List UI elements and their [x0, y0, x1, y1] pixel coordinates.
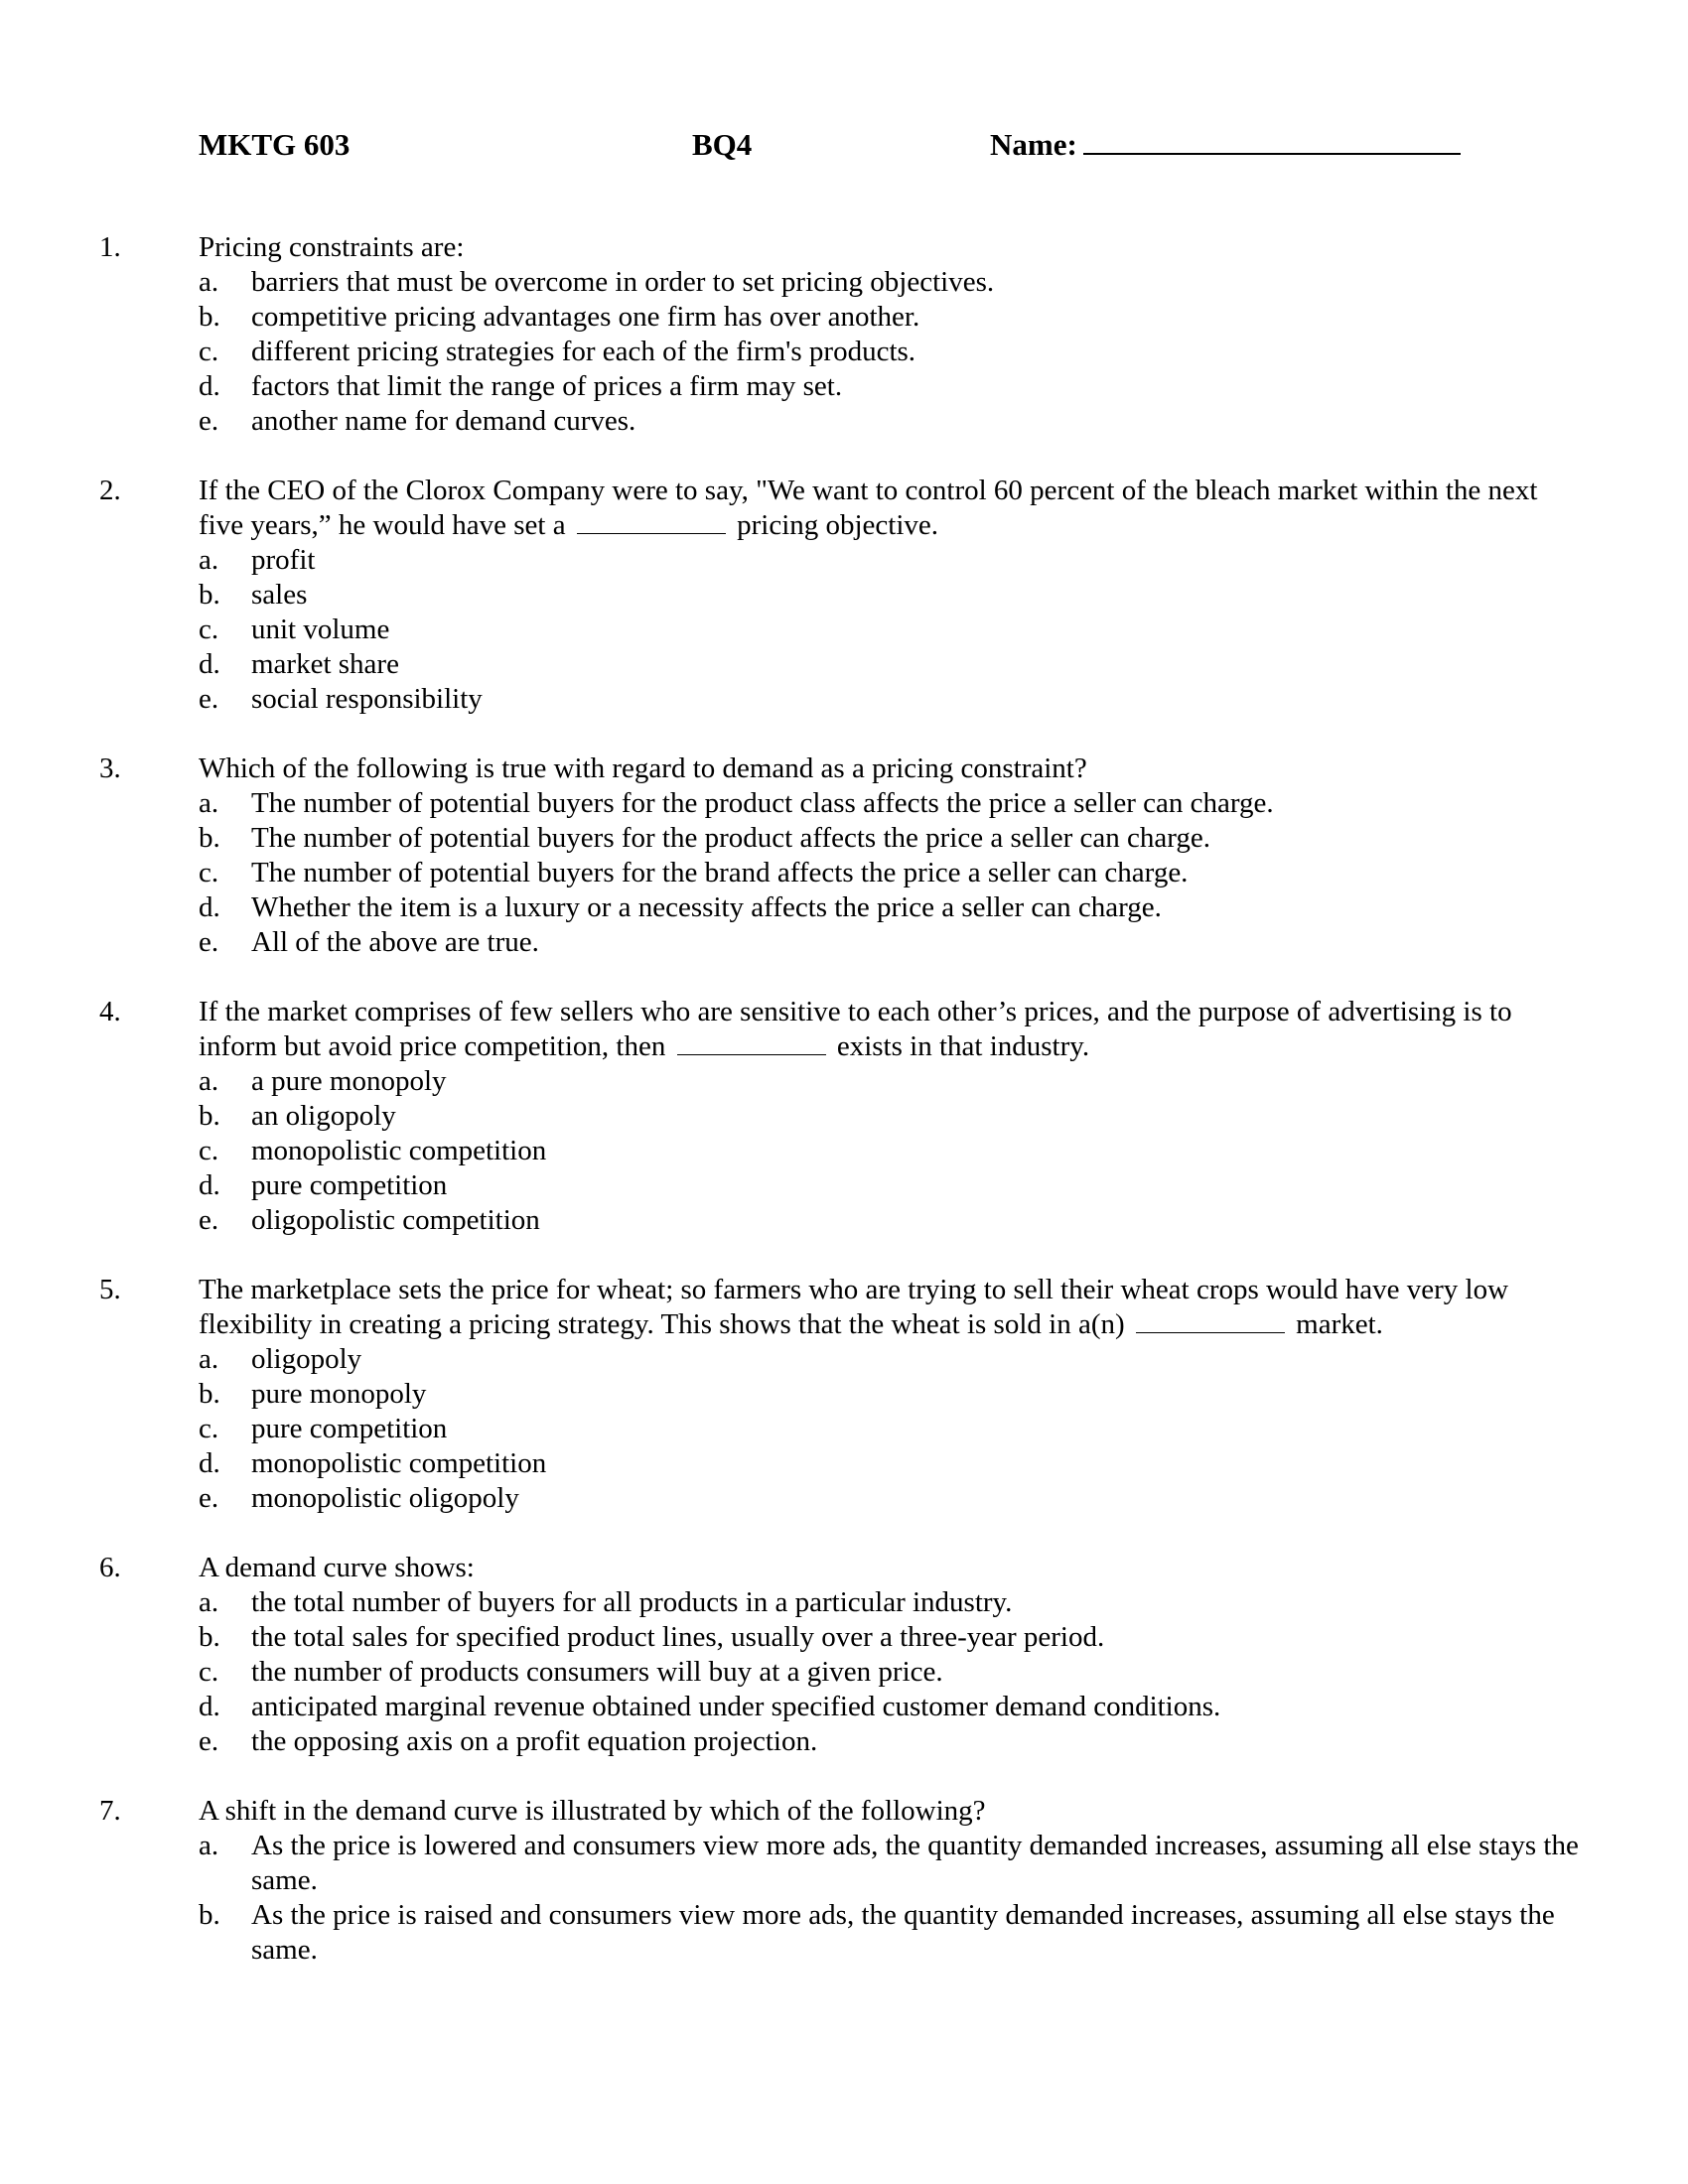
answer-option	[199, 369, 1589, 404]
option-letter: c.	[199, 1656, 219, 1688]
option-letter: c.	[199, 1413, 219, 1444]
answer-option	[199, 404, 1589, 439]
course-code: MKTG 603	[199, 127, 351, 162]
option-letter: a.	[199, 1830, 219, 1861]
option-letter: e.	[199, 405, 219, 437]
option-letter: d.	[199, 370, 220, 402]
option-text: oligopoly	[251, 1343, 362, 1375]
question-stem	[199, 474, 1589, 543]
option-text: monopolistic oligopoly	[251, 1482, 519, 1514]
question-number: 6.	[99, 1552, 121, 1583]
option-text: The number of potential buyers for the product affects the price a seller can charge.	[251, 822, 1210, 854]
answer-option	[199, 543, 1589, 578]
option-text: The number of potential buyers for the product class affects the price a seller can charge.	[251, 787, 1274, 819]
answer-option	[199, 1655, 1589, 1690]
option-text: pure competition	[251, 1169, 448, 1201]
question-stem	[199, 1794, 1589, 1829]
option-letter: a.	[199, 1065, 219, 1097]
answer-blank	[677, 1030, 826, 1055]
option-text: oligopolistic competition	[251, 1204, 540, 1236]
answer-option	[199, 1342, 1589, 1377]
option-letter: c.	[199, 336, 219, 367]
answer-blank	[577, 509, 726, 534]
answer-option	[199, 1690, 1589, 1724]
question-number: 3.	[99, 752, 121, 784]
question-number: 2.	[99, 475, 121, 506]
option-letter: e.	[199, 926, 219, 958]
option-text: As the price is lowered and consumers view more ads, the quantity demanded increases, assuming all else stays the same.	[251, 1830, 1579, 1896]
question	[0, 1551, 1688, 1759]
option-letter: b.	[199, 301, 220, 333]
answer-options	[0, 1585, 1688, 1759]
answer-option	[199, 1064, 1589, 1099]
option-text: market share	[251, 648, 399, 680]
question-list	[0, 230, 1688, 2002]
quiz-title: BQ4	[692, 127, 753, 162]
answer-option	[199, 300, 1589, 335]
answer-option	[199, 1585, 1589, 1620]
option-text: barriers that must be overcome in order to set pricing objectives.	[251, 266, 995, 298]
answer-option	[199, 1203, 1589, 1238]
option-text: monopolistic competition	[251, 1135, 547, 1166]
question-text: A shift in the demand curve is illustrated by which of the following?	[199, 1795, 986, 1827]
option-letter: d.	[199, 1169, 220, 1201]
question-stem	[199, 230, 1589, 265]
answer-option	[199, 1481, 1589, 1516]
answer-option	[199, 1724, 1589, 1759]
answer-option	[199, 578, 1589, 613]
answer-options	[0, 265, 1688, 439]
option-letter: b.	[199, 579, 220, 611]
question-stem	[199, 1273, 1589, 1342]
option-letter: d.	[199, 1691, 220, 1722]
answer-option	[199, 1446, 1589, 1481]
option-text: pure competition	[251, 1413, 448, 1444]
option-text: profit	[251, 544, 316, 576]
name-label: Name:	[990, 127, 1077, 162]
option-text: anticipated marginal revenue obtained under specified customer demand conditions.	[251, 1691, 1221, 1722]
answer-option	[199, 856, 1589, 890]
answer-option	[199, 613, 1589, 647]
option-text: As the price is raised and consumers view more ads, the quantity demanded increases, assuming all else stays the same.	[251, 1899, 1555, 1966]
option-letter: e.	[199, 1725, 219, 1757]
option-text: pure monopoly	[251, 1378, 427, 1410]
answer-option	[199, 1134, 1589, 1168]
answer-option	[199, 1620, 1589, 1655]
option-letter: c.	[199, 1135, 219, 1166]
answer-option	[199, 265, 1589, 300]
option-text: sales	[251, 579, 308, 611]
question-number: 7.	[99, 1795, 121, 1827]
question-number: 4.	[99, 996, 121, 1027]
option-text: an oligopoly	[251, 1100, 396, 1132]
answer-option	[199, 335, 1589, 369]
option-letter: b.	[199, 1100, 220, 1132]
question-stem	[199, 751, 1589, 786]
question-stem	[199, 995, 1589, 1064]
question-text-continued: exists in that industry.	[836, 1030, 1090, 1062]
answer-option	[199, 682, 1589, 717]
question-text: Pricing constraints are:	[199, 231, 465, 263]
answer-option	[199, 786, 1589, 821]
option-letter: d.	[199, 891, 220, 923]
answer-option	[199, 890, 1589, 925]
answer-option	[199, 1099, 1589, 1134]
question-text: If the market comprises of few sellers who are sensitive to each other’s prices, and the purpose of advertising is to inform but avoid price competition, then	[199, 996, 1512, 1062]
option-letter: e.	[199, 1482, 219, 1514]
option-letter: b.	[199, 822, 220, 854]
option-text: social responsibility	[251, 683, 483, 715]
option-text: Whether the item is a luxury or a necessity affects the price a seller can charge.	[251, 891, 1162, 923]
question-text: If the CEO of the Clorox Company were to say, "We want to control 60 percent of the bleach market within the next five years,” he would have set a	[199, 475, 1538, 541]
option-letter: d.	[199, 648, 220, 680]
answer-option	[199, 1898, 1589, 1968]
page-header	[0, 123, 1688, 167]
option-text: competitive pricing advantages one firm has over another.	[251, 301, 920, 333]
option-text: the opposing axis on a profit equation projection.	[251, 1725, 818, 1757]
option-text: The number of potential buyers for the brand affects the price a seller can charge.	[251, 857, 1189, 888]
answer-option	[199, 925, 1589, 960]
option-letter: e.	[199, 1204, 219, 1236]
option-letter: d.	[199, 1447, 220, 1479]
answer-options	[0, 543, 1688, 717]
question-stem	[199, 1551, 1589, 1585]
option-letter: c.	[199, 857, 219, 888]
option-text: the number of products consumers will buy at a given price.	[251, 1656, 943, 1688]
option-text: unit volume	[251, 614, 390, 645]
name-blank-line[interactable]	[1083, 123, 1461, 155]
option-letter: b.	[199, 1621, 220, 1653]
question	[0, 1273, 1688, 1516]
option-letter: b.	[199, 1378, 220, 1410]
answer-options	[0, 1064, 1688, 1238]
option-text: a pure monopoly	[251, 1065, 447, 1097]
option-text: the total sales for specified product lines, usually over a three-year period.	[251, 1621, 1105, 1653]
option-letter: a.	[199, 1343, 219, 1375]
option-letter: a.	[199, 544, 219, 576]
answer-option	[199, 1412, 1589, 1446]
answer-options	[0, 1342, 1688, 1516]
option-letter: a.	[199, 266, 219, 298]
question-text: A demand curve shows:	[199, 1552, 475, 1583]
option-text: different pricing strategies for each of the firm's products.	[251, 336, 916, 367]
option-letter: e.	[199, 683, 219, 715]
answer-option	[199, 1829, 1589, 1898]
answer-blank	[1136, 1308, 1285, 1333]
question	[0, 751, 1688, 960]
question	[0, 1794, 1688, 1968]
answer-option	[199, 821, 1589, 856]
option-text: All of the above are true.	[251, 926, 539, 958]
option-letter: b.	[199, 1899, 220, 1931]
answer-options	[0, 786, 1688, 960]
question-text-continued: pricing objective.	[737, 509, 939, 541]
question	[0, 474, 1688, 717]
question-text: Which of the following is true with regard to demand as a pricing constraint?	[199, 752, 1087, 784]
option-letter: c.	[199, 614, 219, 645]
question-number: 1.	[99, 231, 121, 263]
answer-options	[0, 1829, 1688, 1968]
option-text: another name for demand curves.	[251, 405, 636, 437]
question-text: The marketplace sets the price for wheat; so farmers who are trying to sell their wheat crops would have very low flexibility in creating a pricing strategy. This shows that the wheat is sold in a(n)	[199, 1274, 1509, 1340]
question-text-continued: market.	[1296, 1308, 1383, 1340]
question-number: 5.	[99, 1274, 121, 1305]
answer-option	[199, 1168, 1589, 1203]
option-text: factors that limit the range of prices a firm may set.	[251, 370, 843, 402]
answer-option	[199, 647, 1589, 682]
question	[0, 995, 1688, 1238]
option-text: the total number of buyers for all products in a particular industry.	[251, 1586, 1013, 1618]
name-field[interactable]	[990, 123, 1461, 167]
option-text: monopolistic competition	[251, 1447, 547, 1479]
option-letter: a.	[199, 1586, 219, 1618]
answer-option	[199, 1377, 1589, 1412]
question	[0, 230, 1688, 439]
option-letter: a.	[199, 787, 219, 819]
